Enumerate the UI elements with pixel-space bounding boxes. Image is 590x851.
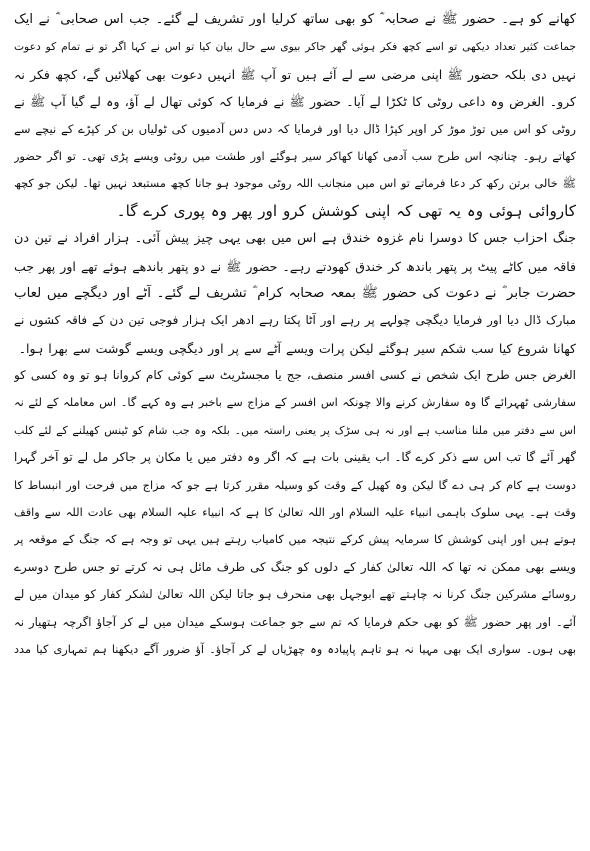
paragraph-battle-of-trench (14, 225, 576, 362)
text-line: ویسے بھی ممکن نہ تھا کہ اللہ تعالیٰ کفار کے دلوں کو جنگ کی طرف مائل ہی نہ کرتے تو جس طرح دوسرے (14, 559, 576, 574)
text-line: اس سے دفتر میں ملنا مناسب ہے اور نہ ہی سڑک پر یعنی راستہ میں۔ بلکہ وہ جب شام کو ٹینس کھیلنے کے لئے کلب (14, 423, 576, 437)
text-line: کھانے کو ہے۔ حضور ﷺ نے صحابہ ؓ کو بھی ساتھ کرلیا اور تشریف لے گئے۔ جب اس صحابی ؓ نے ایک (14, 12, 576, 27)
paragraph-intercession-analogy (14, 362, 576, 663)
text-line: روٹی کو اس میں توڑ موڑ کر اوپر کپڑا ڈال دیا اور فرمایا کہ دس دس آدمیوں کی ٹولیاں بن کر کپڑے کے نیچے سے (14, 121, 576, 136)
text-line: ﷺ خالی برتن رکھ کر دعا فرماتے تو اس میں منجانب اللہ روٹی موجود ہو جانا کچھ مستبعد نہیں تھا۔ لیکن جو کچھ (14, 177, 576, 191)
paragraph-feeding-miracle (14, 6, 576, 225)
text-line: بھی ہوں۔ سواری ایک بھی مہیا نہ ہو تاہم پاپیادہ وہ چھڑیاں لے کر آجاؤ۔ آؤ ضرور آگے دیکھنا ہم تمہاری کیا مدد (14, 642, 576, 656)
text-line: فاقہ میں کاٹے پیٹ پر پتھر باندھ کر خندق کھودتے رہے۔ حضور ﷺ نے دو پتھر باندھے ہوئے تھے اور پھر جب (14, 258, 576, 274)
text-line: دوست ہے کام کر ہی دے گا لیکن وہ کھیل کے وقت کو وسیلہ مقرر کرتا ہے جو کہ مزاج میں فرحت اور انبساط کا (14, 478, 576, 492)
text-line: آئے۔ اور پھر حضور ﷺ کو بھی حکم فرمایا کہ تم سے جو جماعت ہوسکے میدان میں لے کر آجاؤ اگرچہ ہتھیار نہ (14, 614, 576, 629)
text-line: وقت ہے۔ یہی سلوک باہمی انبیاء علیہ السلام اور اللہ تعالیٰ کا ہے کہ انبیاء علیہ السلام بھی عادت اللہ سے واقف (14, 506, 576, 520)
text-line: ہوتے ہیں اور اپنی کوشش کا سرمایہ پیش کرکے نتیجہ میں کامیاب رہتے ہیں یہی تو وجہ ہے کہ جنگ کے موقعہ پر (14, 533, 576, 547)
text-line: الغرض جس طرح ایک شخص نے کسی افسر منصف، جج یا مجسٹریٹ سے کوئی کام کروانا ہو تو وہ کسی کو (14, 368, 576, 383)
text-line: کھاتے رہو۔ چنانچہ اس طرح سب آدمی کھانا کھاکر سیر ہوگئے اور طشت میں روٹی ویسے پڑی تھی۔ تو اگر حضور (14, 149, 576, 163)
text-line: جنگ احزاب جس کا دوسرا نام غزوہ خندق ہے اس میں بھی یہی چیز پیش آئی۔ ہزار افراد نے تین دن (14, 231, 576, 247)
text-line: روسائے مشرکین جنگ کرنا نہ چاہتے تھے ابوجہل بھی منحرف ہو جاتا لیکن اللہ تعالیٰ لشکر کفار کو میدان میں لے (14, 587, 576, 602)
text-line: مبارک ڈال دیا اور فرمایا دیگچی چولہے پر رہے اور آٹا پکتا رہے ادھر ایک ہزار فوجی تین دن کے فاقہ کشوں نے (14, 313, 576, 328)
text-line: کھانا شروع کیا سب شکم سیر ہوگئے لیکن پرات ویسے آٹے سے پر اور دیگچی ویسے گوشت سے بھرا ہوا۔ (18, 340, 576, 356)
text-line: گھر آئے گا تب اس سے ذکر کرے گا۔ اب یقینی بات ہے کہ اگر وہ دفتر میں یا مکان پر جاکر مل لے تو آخر گہرا (14, 450, 576, 465)
text-line: کرو۔ الغرض وہ داعی روٹی کا ٹکڑا لے آیا۔ حضور ﷺ نے فرمایا کہ کوئی تھال لے آؤ، وہ لے گیا آپ ﷺ نے (14, 94, 576, 110)
text-line: کاروائی ہوئی وہ یہ تھی کہ اپنی کوشش کرو اور پھر وہ پوری کرے گا۔ (116, 201, 576, 220)
text-line: نہیں دی بلکہ حضور ﷺ اپنی مرضی سے لے آئے ہیں تو آپ ﷺ انہیں دعوت بھی کھلائیں گے، کچھ فکر نہ (14, 66, 576, 82)
urdu-book-page (14, 6, 576, 844)
text-line: سفارشی ٹھہرائے گا وہ سفارش کرنے والا چونکہ اس افسر کے مزاج سے باخبر ہے وہ کہے گا۔ اس معاملہ کے لئے نہ (14, 396, 576, 410)
text-line: حضرت جابر ؓ نے دعوت کی حضور ﷺ بمعہ صحابہ کرام ؓ تشریف لے گئے۔ آٹے اور دیگچے میں لعاب (14, 285, 576, 301)
text-line: جماعت کثیر تعداد دیکھی تو اسے کچھ فکر ہوئی گھر جاکر بیوی سے حال بیان کیا تو اس نے کہا اگر تو نے تمام کو دعوت (14, 40, 576, 54)
